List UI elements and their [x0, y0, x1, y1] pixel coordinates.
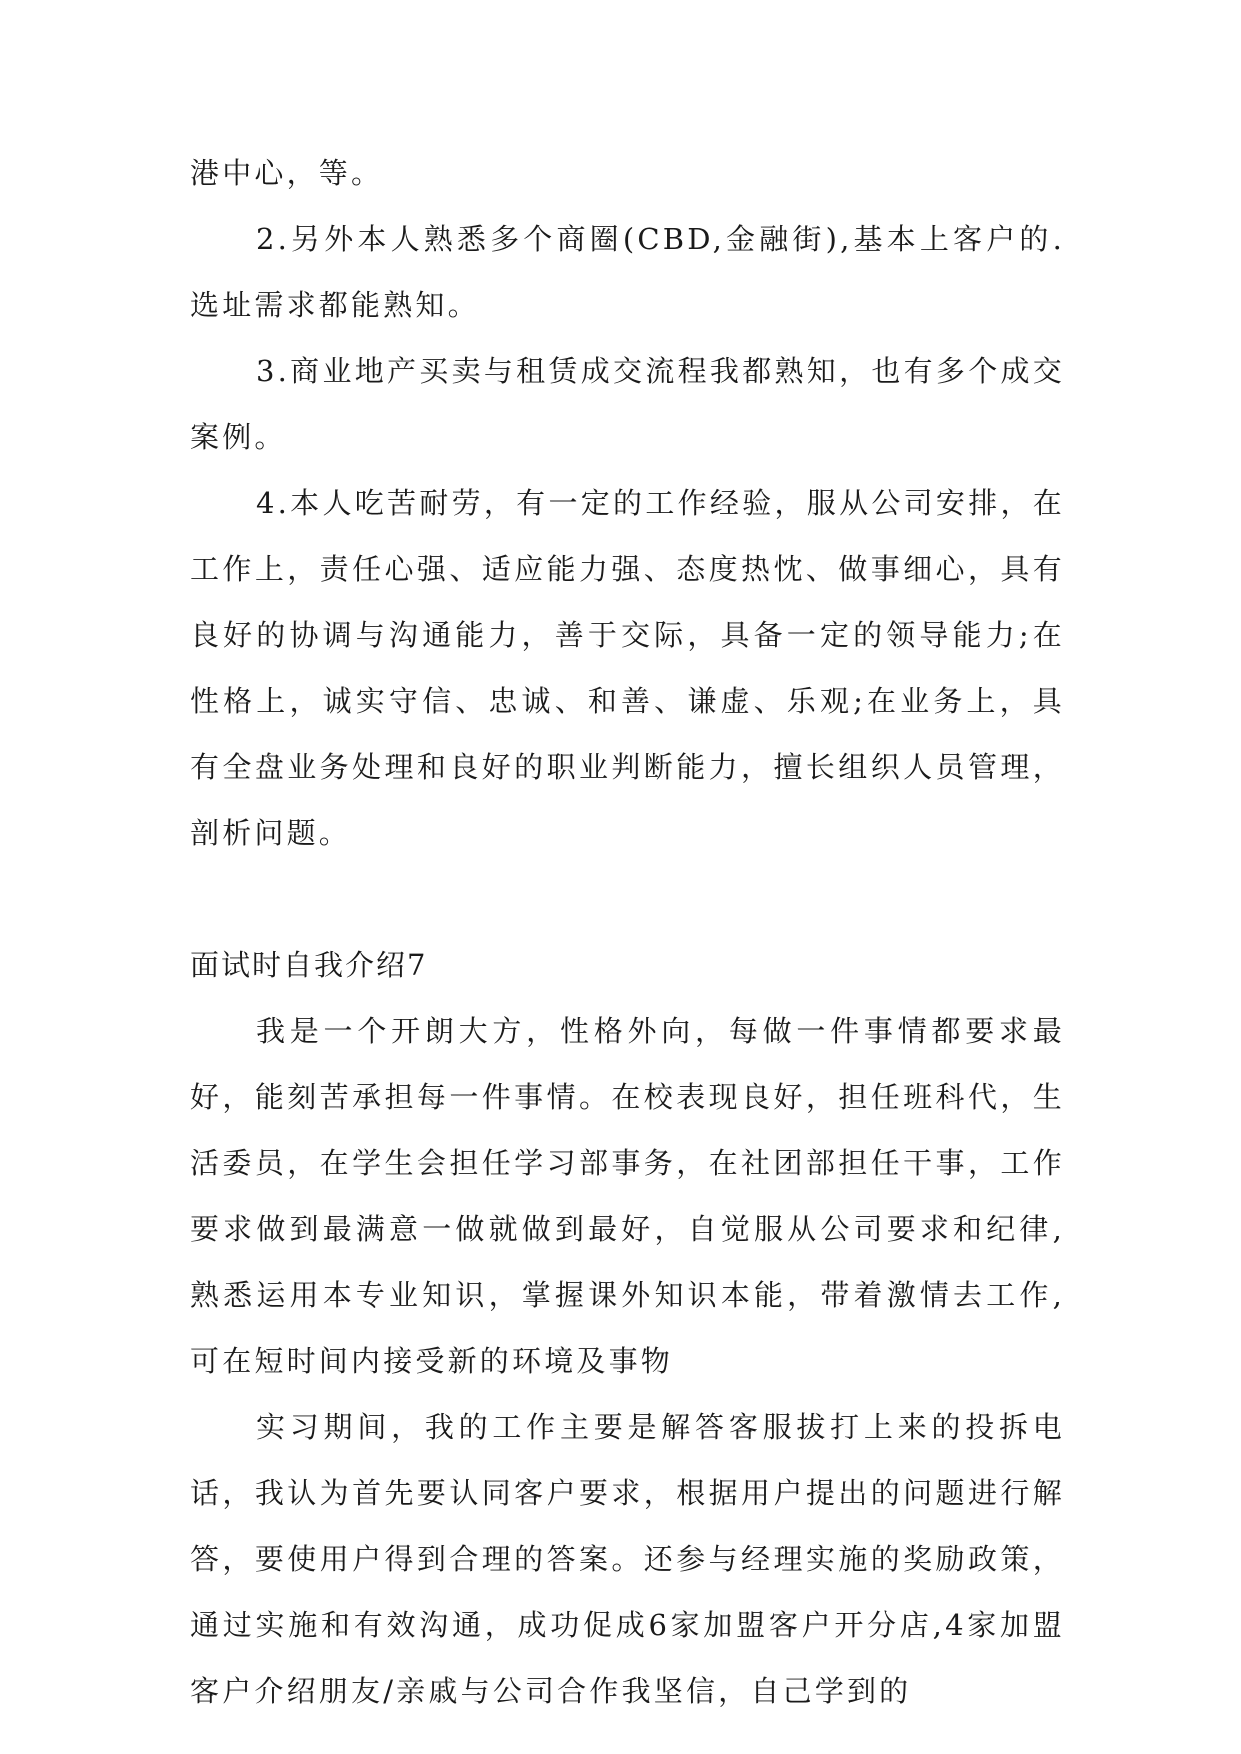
section-heading: 面试时自我介绍7: [190, 948, 428, 982]
paragraph-item-3: 3.商业地产买卖与租赁成交流程我都熟知，也有多个成交案例。: [190, 354, 1065, 454]
paragraph-item-2: 2.另外本人熟悉多个商圈(CBD,金融街),基本上客户的.选址需求都能熟知。: [190, 222, 1065, 322]
document-body: [190, 140, 1065, 1724]
paragraph-continuation: 港中心，等。: [190, 156, 384, 190]
paragraph-item-4: 4.本人吃苦耐劳，有一定的工作经验，服从公司安排，在工作上，责任心强、适应能力强、态度热忱、做事细心，具有良好的协调与沟通能力，善于交际，具备一定的领导能力;在性格上，诚实守信、忠诚、和善、谦虚、乐观;在业务上，具有全盘业务处理和良好的职业判断能力，擅长组织人员管理，剖析问题。: [190, 486, 1065, 850]
paragraph-spacer: [190, 866, 1065, 932]
paragraph-intro-1: 我是一个开朗大方，性格外向，每做一件事情都要求最好，能刻苦承担每一件事情。在校表现良好，担任班科代，生活委员，在学生会担任学习部事务，在社团部担任干事，工作要求做到最满意一做就做到最好，自觉服从公司要求和纪律,熟悉运用本专业知识，掌握课外知识本能，带着激情去工作,可在短时间内接受新的环境及事物: [190, 1014, 1065, 1378]
paragraph-intro-2: 实习期间，我的工作主要是解答客服拔打上来的投拆电话，我认为首先要认同客户要求，根据用户提出的问题进行解答，要使用户得到合理的答案。还参与经理实施的奖励政策，通过实施和有效沟通，成功促成6家加盟客户开分店,4家加盟客户介绍朋友/亲戚与公司合作我坚信，自己学到的: [190, 1410, 1065, 1708]
